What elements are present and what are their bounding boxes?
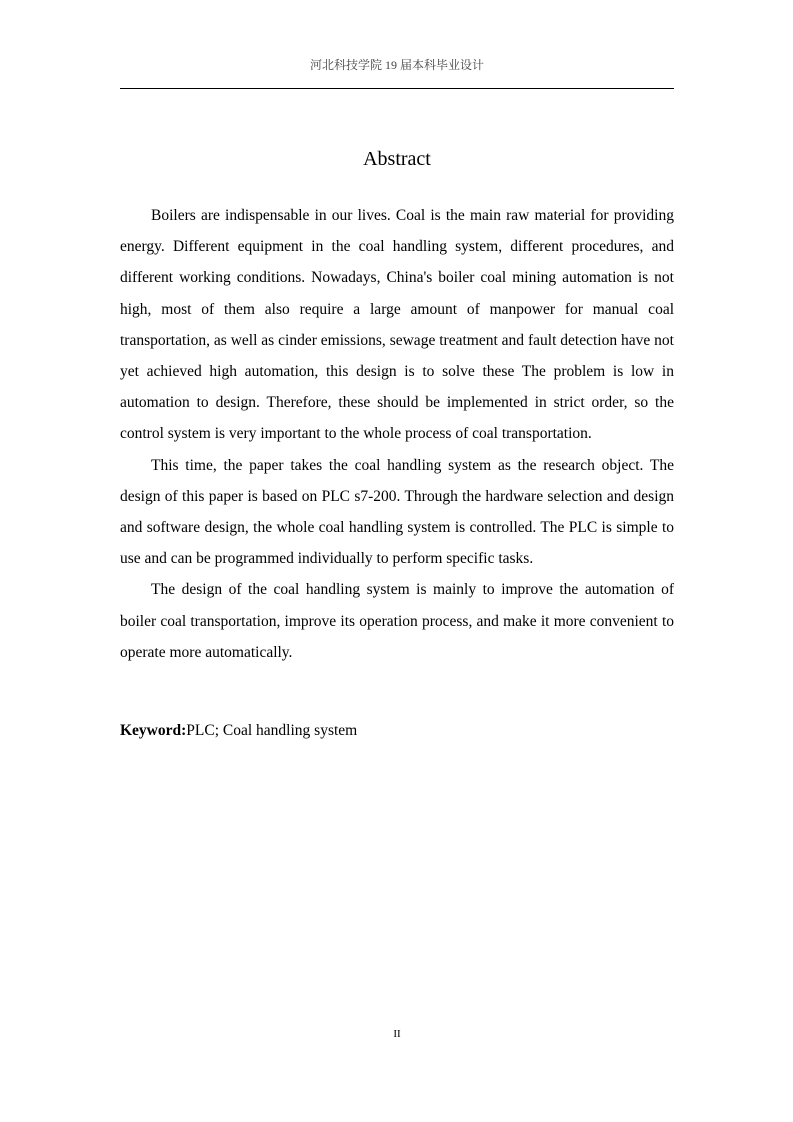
abstract-paragraph-1: Boilers are indispensable in our lives. Coal is the main raw material for providing energy. Different equipment in the coal handling system, different procedures, and different working conditions. Nowadays, China's boiler coal mining automation is not high, most of them also require a large amount of manpower for manual coal transportation, as well as cinder emissions, sewage treatment and fault detection have not yet achieved high automation, this design is to solve these The problem is low in automation to design. Therefore, these should be implemented in strict order, so the control system is very important to the whole process of coal transportation. (120, 207, 674, 443)
abstract-title: Abstract (363, 148, 431, 170)
keywords-line (120, 717, 674, 745)
abstract-paragraph-3: The design of the coal handling system is mainly to improve the automation of boiler coal transportation, improve its operation process, and make it more convenient to operate more automatically. (120, 581, 674, 661)
abstract-body (120, 200, 674, 668)
keywords-text: PLC; Coal handling system (186, 722, 358, 739)
abstract-paragraph-2: This time, the paper takes the coal handling system as the research object. The design of this paper is based on PLC s7-200. Through the hardware selection and design and software design, the whole coal handling system is controlled. The PLC is simple to use and can be programmed individually to perform specific tasks. (120, 456, 674, 568)
header-divider (120, 88, 674, 89)
keywords-label: Keyword: (120, 722, 187, 739)
page-number: II (393, 1028, 401, 1040)
running-header: 河北科技学院 19 届本科毕业设计 (309, 58, 484, 72)
